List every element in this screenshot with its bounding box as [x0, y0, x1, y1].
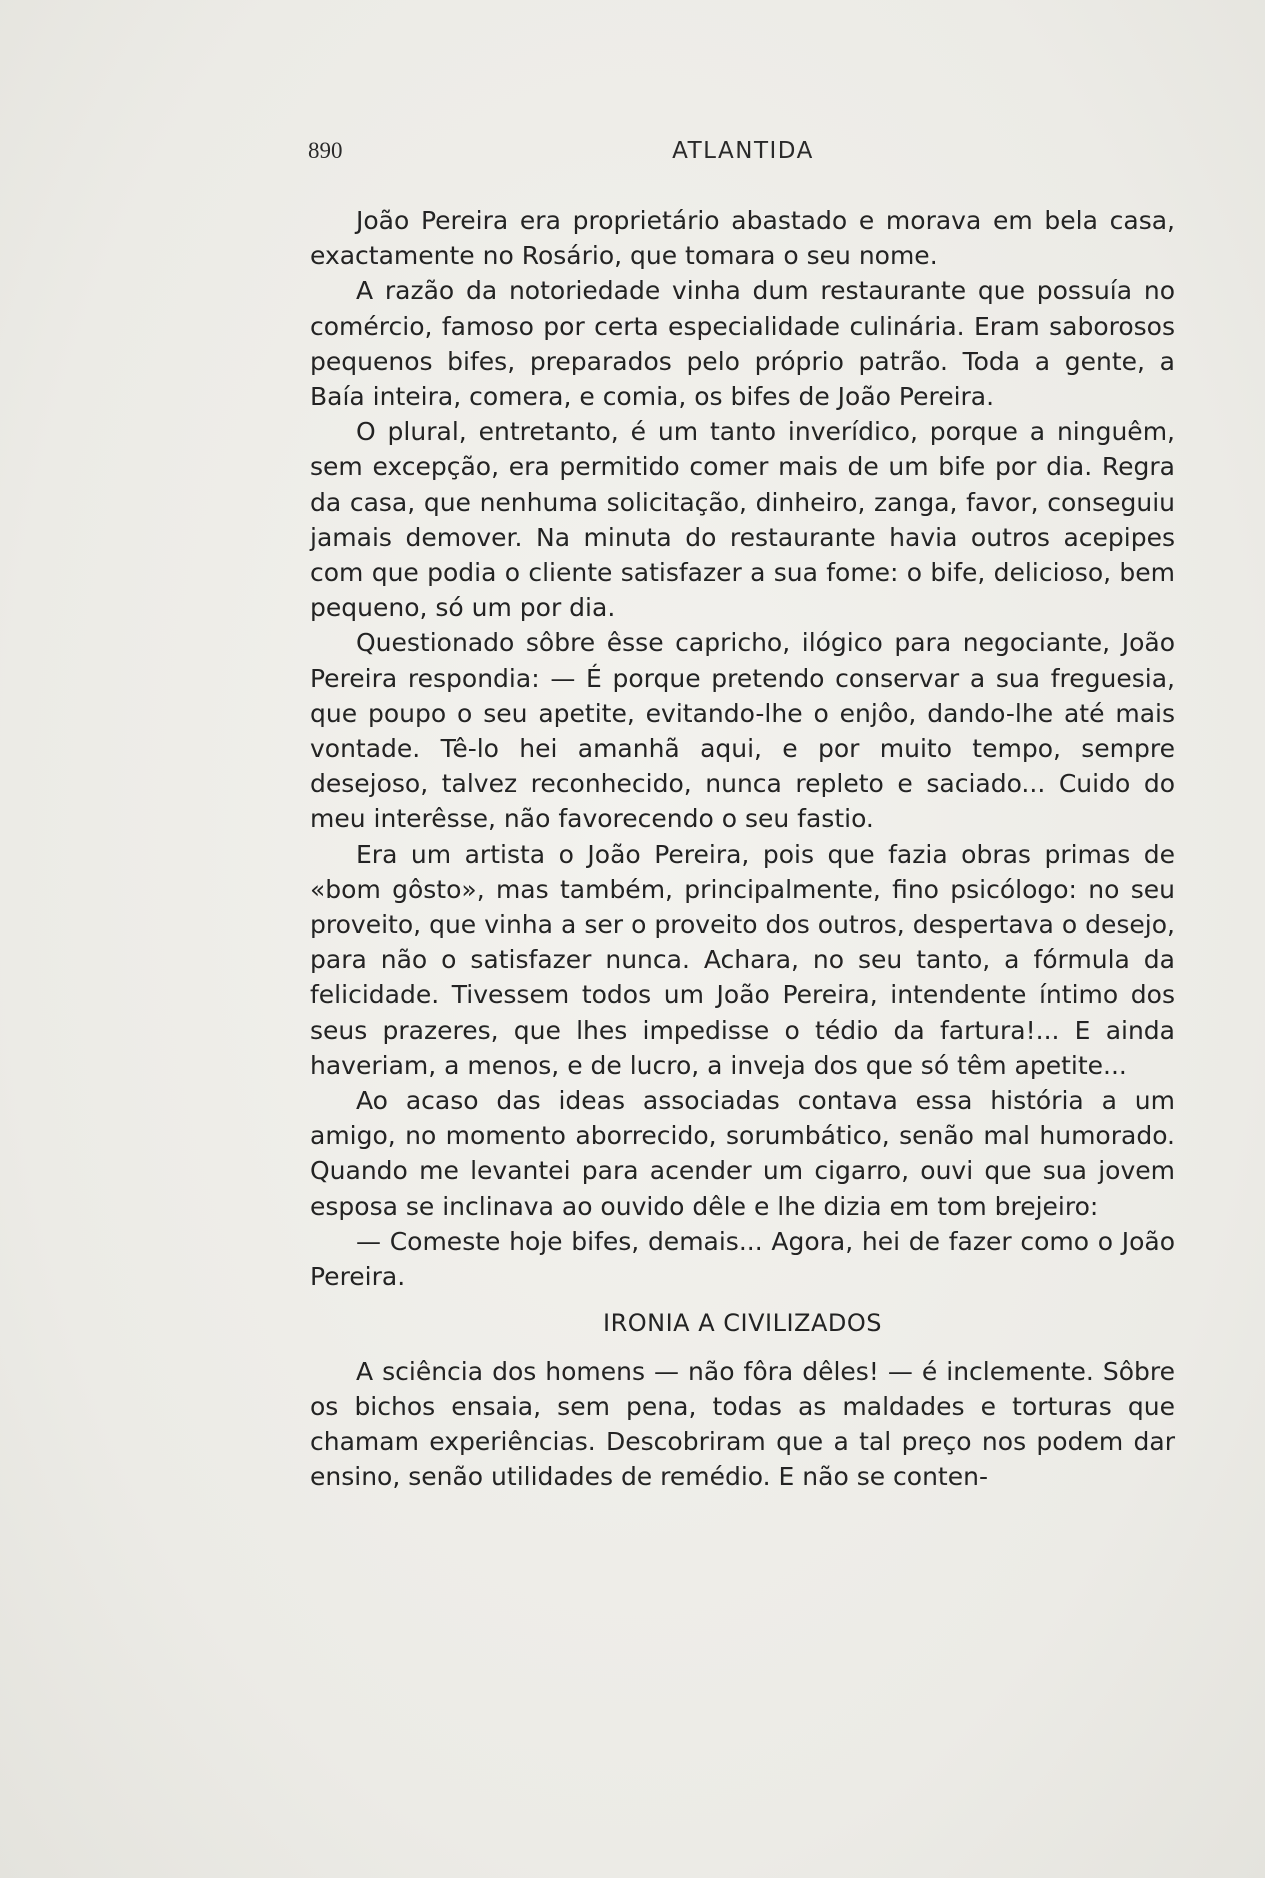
paragraph: O plural, entretanto, é um tanto inverídico, porque a ninguêm, sem excepção, era permitido comer mais de um bife por dia. Regra da casa, que nenhuma solicitação, dinheiro, zanga, favor, conseguiu jamais demover. Na minuta do restaurante havia outros acepipes com que podia o cliente satisfazer a sua fome: o bife, delicioso, bem pequeno, só um por dia.: [310, 417, 1175, 623]
body-text: [310, 203, 1175, 1494]
paragraph: A sciência dos homens — não fôra dêles! — é inclemente. Sôbre os bichos ensaia, sem pena, todas as maldades e torturas que chamam experiências. Descobriram que a tal preço nos podem dar ensino, senão utilidades de remédio. E não se conten-: [310, 1356, 1175, 1492]
section-title: IRONIA A CIVILIZADOS: [602, 1309, 882, 1338]
paragraph: João Pereira era proprietário abastado e morava em bela casa, exactamente no Rosário, que tomara o seu nome.: [310, 206, 1175, 271]
page-header: [308, 138, 1178, 172]
running-head: ATLANTIDA: [672, 138, 814, 164]
page-number: 890: [308, 138, 343, 163]
paragraph: — Comeste hoje bifes, demais... Agora, hei de fazer como o João Pereira.: [310, 1226, 1175, 1292]
paragraph: A razão da notoriedade vinha dum restaurante que possuía no comércio, famoso por certa especialidade culinária. Eram saborosos pequenos bifes, preparados pelo próprio patrão. Toda a gente, a Baía inteira, comera, e comia, os bifes de João Pereira.: [310, 276, 1175, 412]
paragraph: Questionado sôbre êsse capricho, ilógico para negociante, João Pereira respondia: — É porque pretendo conservar a sua freguesia, que poupo o seu apetite, evitando-lhe o enjôo, dando-lhe até mais vontade. Tê-lo hei amanhã aqui, e por muito tempo, sempre desejoso, talvez reconhecido, nunca repleto e saciado... Cuido do meu interêsse, não favorecendo o seu fastio.: [310, 628, 1175, 834]
paragraph: Era um artista o João Pereira, pois que fazia obras primas de «bom gôsto», mas também, principalmente, fino psicólogo: no seu proveito, que vinha a ser o proveito dos outros, despertava o desejo, para não o satisfazer nunca. Achara, no seu tanto, a fórmula da felicidade. Tivessem todos um João Pereira, intendente íntimo dos seus prazeres, que lhes impedisse o tédio da fartura!... E ainda haveriam, a menos, e de lucro, a inveja dos que só têm apetite...: [310, 839, 1175, 1080]
paragraph: Ao acaso das ideas associadas contava essa história a um amigo, no momento aborrecido, sorumbático, senão mal humorado. Quando me levantei para acender um cigarro, ouvi que sua jovem esposa se inclinava ao ouvido dêle e lhe dizia em tom brejeiro:: [310, 1086, 1175, 1221]
